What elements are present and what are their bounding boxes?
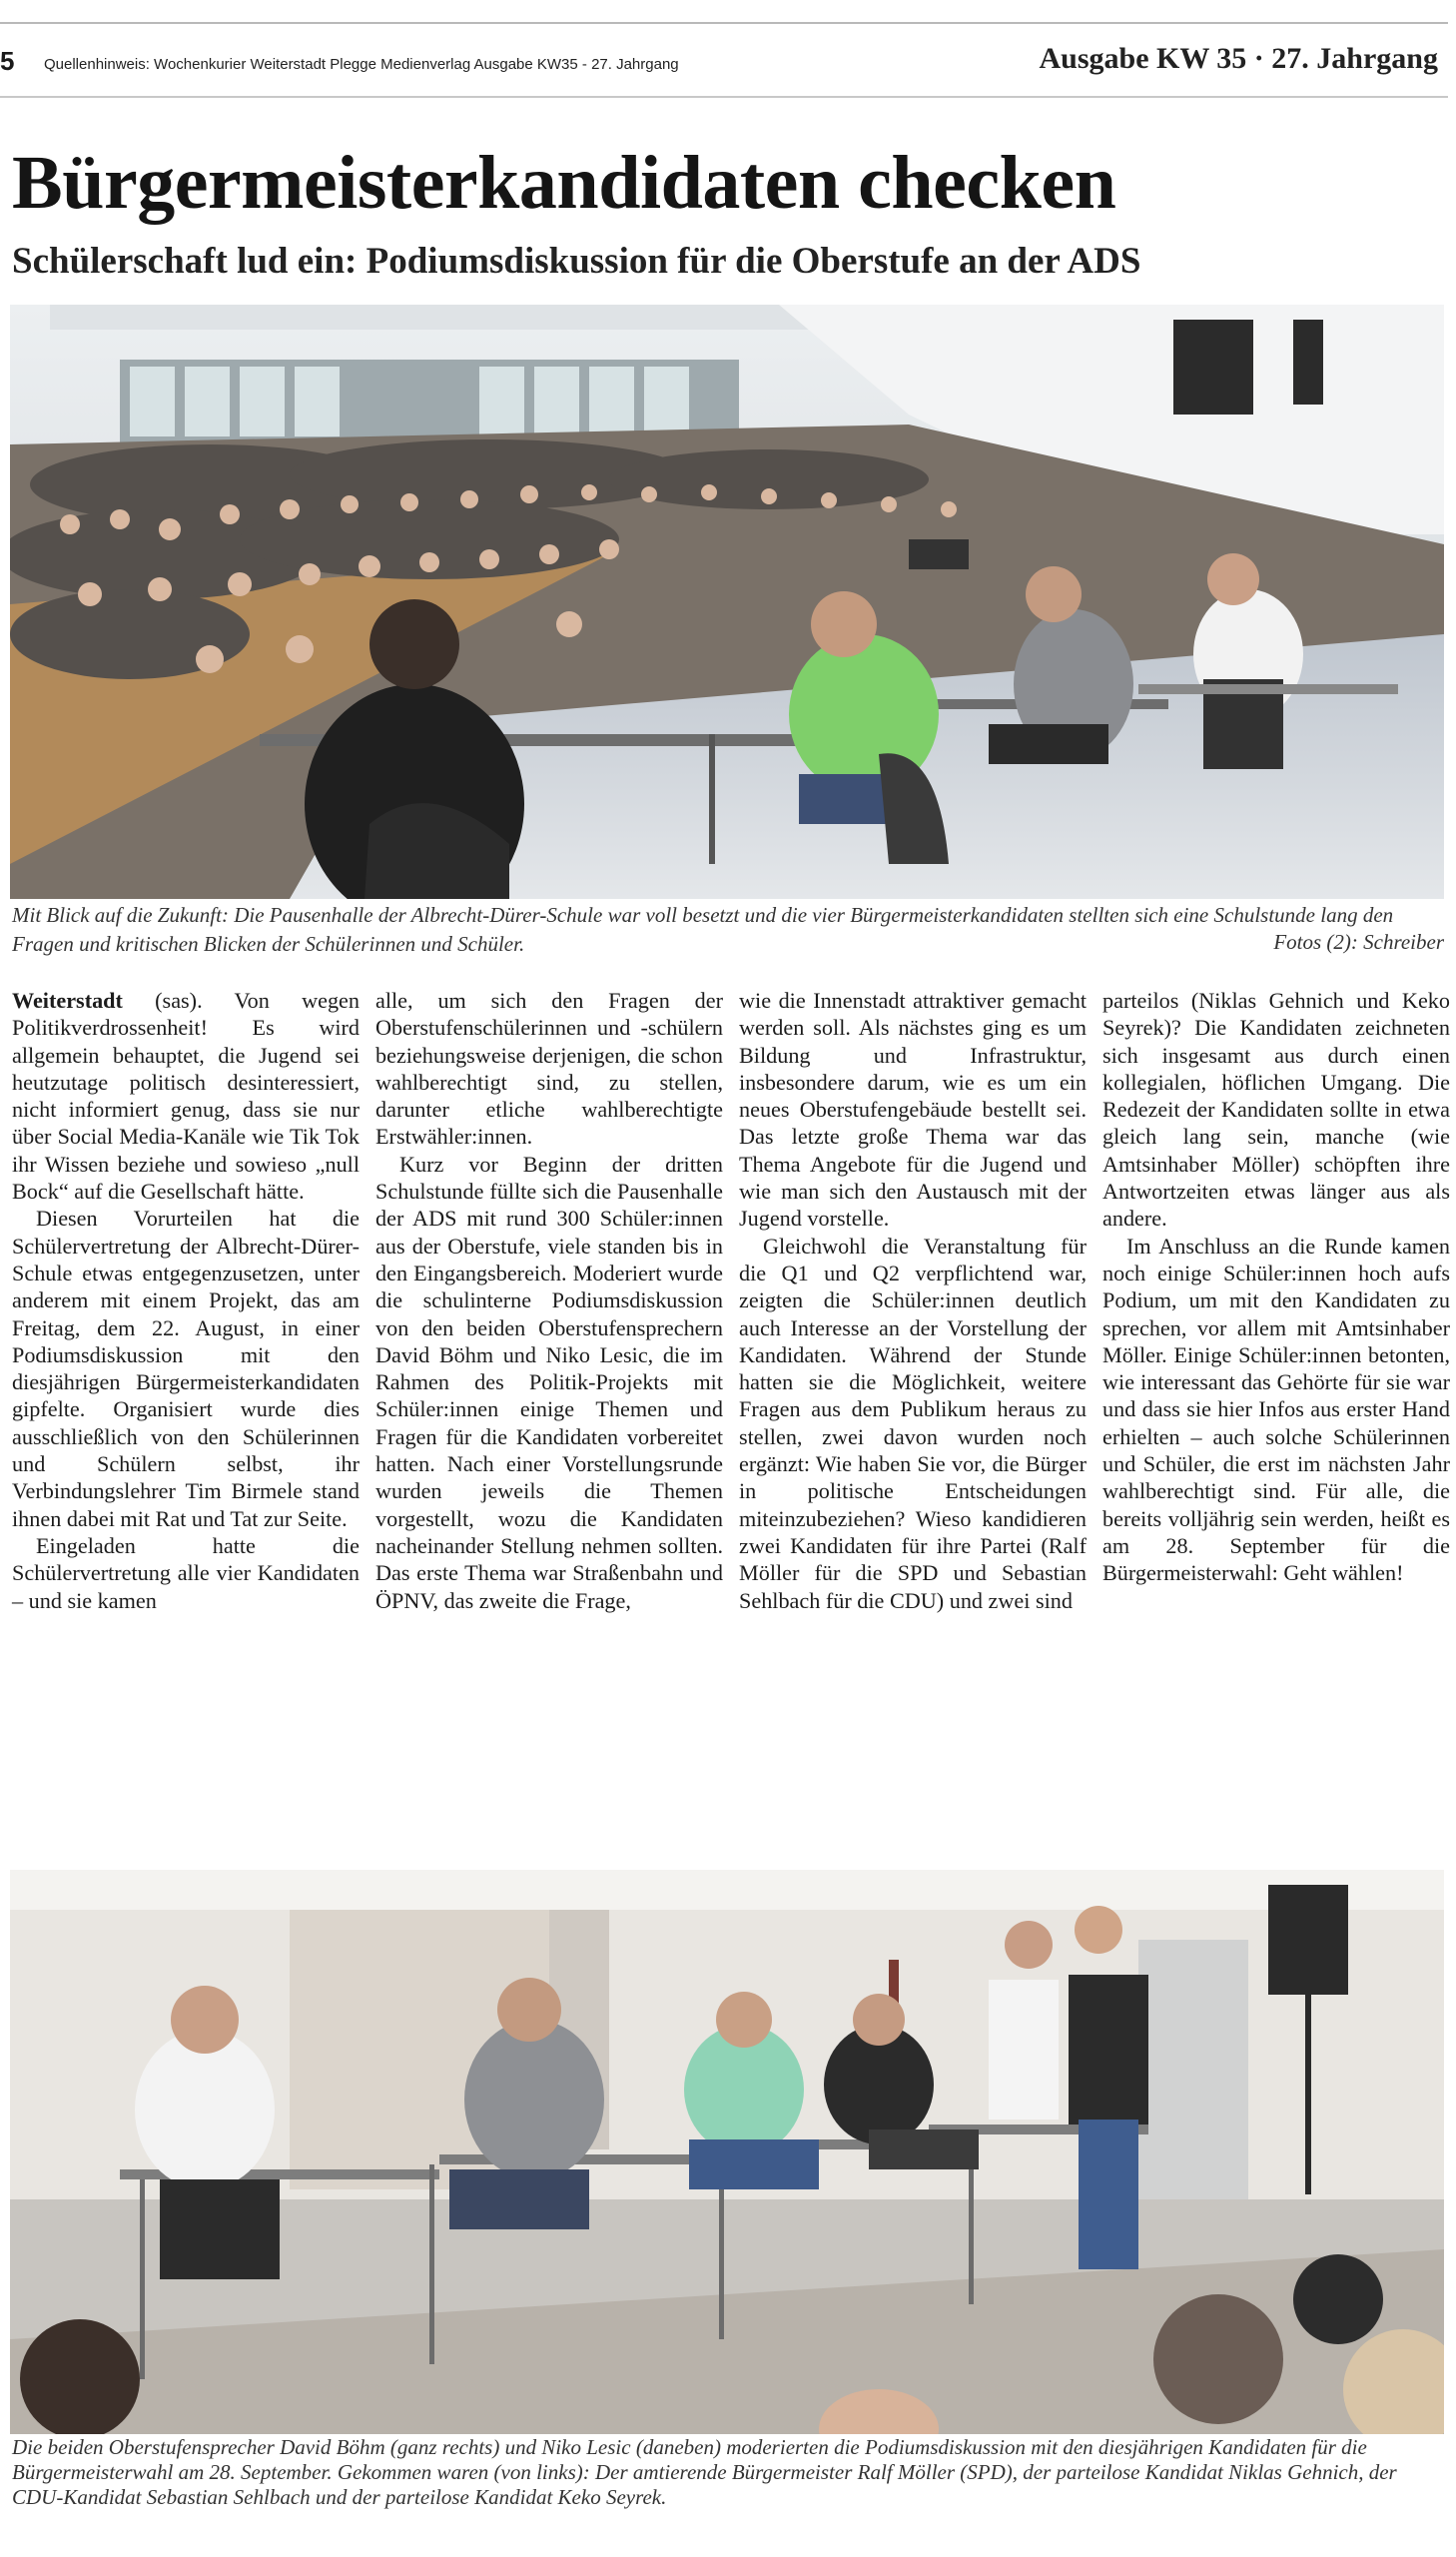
edition-label: Ausgabe KW 35 · 27. Jahrgang — [1039, 42, 1438, 75]
col3-paragraph-1: wie die Innenstadt attraktiver gemacht werden soll. Als nächstes ging es um Bildung und Infrastruktur, insbesondere darum, wie es um ein neues Oberstufengebäude bestellt sei. Das letzte große Thema war das Thema Angebote für die Jugend und wie man sich den Austausch mit der Jugend vorstelle. — [739, 988, 1087, 1232]
header-rule — [0, 22, 1448, 24]
col1-paragraph-1: (sas). Von wegen Politikverdrossenheit! Es wird allgemein behauptet, die Jugend sei heutzutage politisch desinteressiert, nicht informiert genug, dass sie nur über Social Media-Kanäle wie Tik Tok ihr Wissen beziehe und sowieso „null Bock“ auf die Gesellschaft hätte. — [12, 988, 360, 1205]
photo-podium-candidates — [10, 1870, 1444, 2434]
col2-paragraph-1: alle, um sich den Fragen der Oberstufenschülerinnen und -schülern beziehungsweise derjenigen, die schon wahlberechtigt sind, zu stellen, darunter etliche wahlberechtigte Erstwähler:innen. — [375, 988, 723, 1150]
photo2-caption: Die beiden Oberstufensprecher David Böhm (ganz rechts) und Niko Lesic (daneben) moderierten die Podiumsdiskussion mit den diesjährigen Kandidaten für die Bürgermeisterwahl am 28. September. Gekommen waren (von links): Der amtierende Bürgermeister Ralf Möller (SPD), der parteilose Kandidat Niklas Gehnich, der CDU-Kandidat Sebastian Sehlbach und der parteilose Kandidat Keko Seyrek. — [12, 2435, 1397, 2509]
dateline: Weiterstadt — [12, 988, 123, 1013]
photo1-caption — [12, 901, 1444, 959]
article-headline: Bürgermeisterkandidaten checken — [12, 141, 1116, 225]
photo-credit: Fotos (2): Schreiber — [1273, 930, 1444, 954]
col1-paragraph-2: Diesen Vorurteilen hat die Schülervertretung der Albrecht-Dürer-Schule etwas entgegenzusetzen, unter anderem mit einem Projekt, das am Freitag, dem 22. August, in einer Podiumsdiskussion mit den diesjährigen Bürgermeisterkandidaten gipfelte. Organisiert wurde dies ausschließlich von den Schülerinnen und Schülern selbst, ihr Verbindungslehrer Tim Birmele stand ihnen dabei mit Rat und Tat zur Seite. — [12, 1206, 360, 1531]
article-column-2 — [375, 987, 723, 1614]
page-number: 5 — [0, 46, 15, 76]
article-column-4 — [1102, 987, 1450, 1587]
col1-paragraph-3: Eingeladen hatte die Schülervertretung alle vier Kandidaten – und sie kamen — [12, 1532, 360, 1613]
col3-paragraph-2: Gleichwohl die Veranstaltung für die Q1 und Q2 verpflichtend war, zeigten die Schüler:innen deutlich auch Interesse an der Vorstellung der Kandidaten. Während der Stunde hatten sie die Möglichkeit, weitere Fragen aus dem Publikum heraus zu stellen, zwei davon wurden noch ergänzt: Wie haben Sie vor, die Bürger in politische Entscheidungen miteinzubeziehen? Wieso kandidieren zwei Kandidaten für ihre Partei (Ralf Möller für die SPD und Sebastian Sehlbach für die CDU) und zwei sind — [739, 1233, 1087, 1613]
article-column-1 — [12, 987, 360, 1614]
photo-audience-hall — [10, 305, 1444, 899]
article-subheadline: Schülerschaft lud ein: Podiumsdiskussion für die Oberstufe an der ADS — [12, 241, 1141, 282]
source-note: Quellenhinweis: Wochenkurier Weiterstadt Plegge Medienverlag Ausgabe KW35 - 27. Jahrgang — [44, 56, 679, 73]
photo1-caption-text: Mit Blick auf die Zukunft: Die Pausenhalle der Albrecht-Dürer-Schule war voll besetzt und die vier Bürgermeisterkandidaten stellten sich eine Schulstunde lang den Fragen und kritischen Blicken der Schülerinnen und Schüler. — [12, 903, 1394, 956]
article-column-3 — [739, 987, 1087, 1614]
header-bottom-rule — [0, 96, 1448, 98]
col4-paragraph-2: Im Anschluss an die Runde kamen noch einige Schüler:innen hoch aufs Podium, um mit den Kandidaten zu sprechen, vor allem mit Amtsinhaber Möller. Einige Schüler:innen betonten, wie interessant das Gehörte für sie war und dass sie hier Infos aus erster Hand erhielten – auch solche Schülerinnen und Schüler, die erst im nächsten Jahr wahlberechtigt sind. Für alle, die bereits volljährig sein werden, heißt es am 28. September für die Bürgermeisterwahl: Geht wählen! — [1102, 1233, 1450, 1586]
col2-paragraph-2: Kurz vor Beginn der dritten Schulstunde füllte sich die Pausenhalle der ADS mit rund 300 Schüler:innen aus der Oberstufe, viele standen bis in den Eingangsbereich. Moderiert wurde die schulinterne Podiumsdiskussion von den beiden Oberstufensprechern David Böhm und Niko Lesic, die im Rahmen des Politik-Projekts mit Schüler:innen einige Themen und Fragen für die Kandidaten vorbereitet hatten. Nach einer Vorstellungsrunde wurden jeweils die Themen vorgestellt, wozu die Kandidaten nacheinander Stellung nehmen sollten. Das erste Thema war Straßenbahn und ÖPNV, das zweite die Frage, — [375, 1151, 723, 1613]
page-header — [0, 32, 1448, 92]
col4-paragraph-1: parteilos (Niklas Gehnich und Keko Seyrek)? Die Kandidaten zeichneten sich insgesamt aus durch einen kollegialen, höflichen Umgang. Die Redezeit der Kandidaten sollte in etwa gleich lang sein, manche (wie Amtsinhaber Möller) schöpften ihre Antwortzeiten etwas länger aus als andere. — [1102, 988, 1450, 1232]
